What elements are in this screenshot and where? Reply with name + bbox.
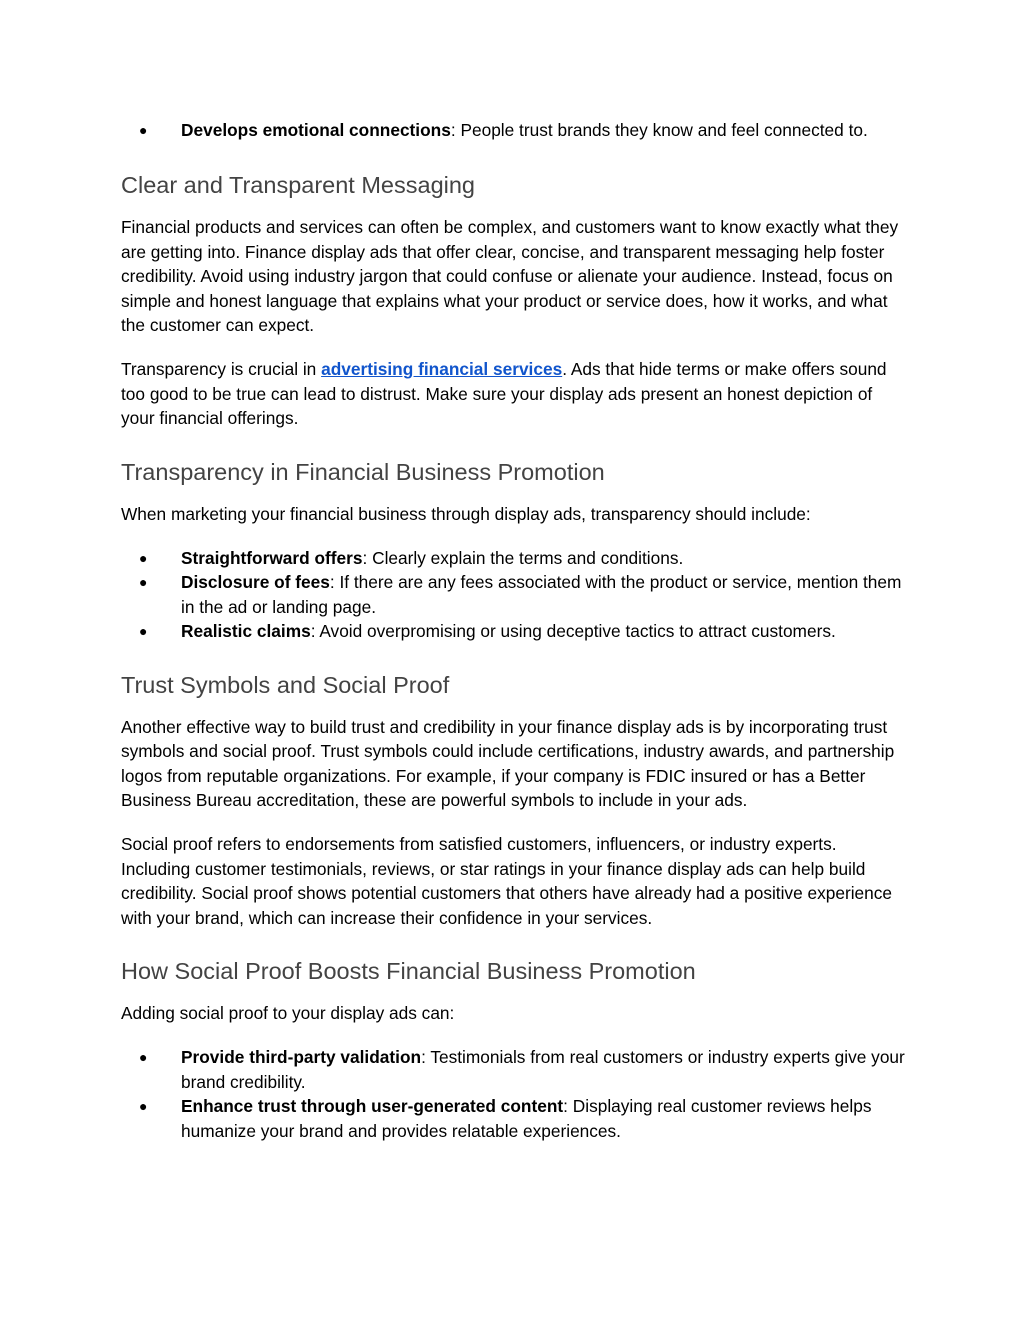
- bullet-icon: ●: [139, 1049, 148, 1066]
- section-heading-social-proof-boosts: How Social Proof Boosts Financial Business Promotion: [121, 957, 696, 984]
- transparency-bullet-list: [121, 546, 905, 644]
- top-bullet-list: [121, 118, 905, 142]
- list-item-text: : If there are any fees associated with the product or service, mention them in the ad or landing page.: [181, 572, 902, 617]
- list-item: [121, 570, 905, 619]
- social-proof-bullet-list: [121, 1045, 905, 1143]
- list-item-text: : People trust brands they know and feel connected to.: [450, 120, 868, 140]
- paragraph-text: Transparency is crucial in: [121, 359, 322, 380]
- list-item-bold: Develops emotional connections: [181, 120, 451, 140]
- list-item: [121, 118, 905, 142]
- bullet-icon: ●: [139, 574, 148, 591]
- bullet-icon: ●: [139, 122, 148, 138]
- bullet-icon: ●: [139, 623, 148, 640]
- list-item: [121, 1094, 905, 1143]
- list-item-text: : Avoid overpromising or using deceptive tactics to attract customers.: [310, 621, 836, 642]
- section-heading-clear-messaging: Clear and Transparent Messaging: [121, 172, 476, 199]
- list-item: [121, 546, 905, 570]
- list-item: [121, 1045, 905, 1094]
- section-heading-trust-symbols: Trust Symbols and Social Proof: [121, 671, 450, 698]
- paragraph-clear-messaging: Financial products and services can often be complex, and customers want to know exactly what they are getting into. Finance display ads that offer clear, concise, and transparent messaging help foster credibility. Avoid using industry jargon that could confuse or alienate your audience. Instead, focus on simple and honest language that explains what your product or service does, how it works, and what the customer can expect.: [121, 217, 899, 336]
- paragraph-text: . Ads that hide terms or make offers sound too good to be true can lead to distrust. Make sure your display ads present an honest depiction of your financial offerings.: [121, 359, 887, 429]
- list-item-bold: Disclosure of fees: [181, 572, 330, 593]
- paragraph-trust-symbols: Another effective way to build trust and credibility in your finance display ads is by incorporating trust symbols and social proof. Trust symbols could include certifications, industry awards, and partnership logos from reputable organizations. For example, if your company is FDIC insured or has a Better Business Bureau accreditation, these are powerful symbols to include in your ads.: [121, 716, 895, 810]
- document-page: [121, 118, 905, 1143]
- list-item-bold: Realistic claims: [181, 621, 311, 642]
- list-item-bold: Straightforward offers: [181, 548, 363, 569]
- list-item-text: : Testimonials from real customers or industry experts give your brand credibility.: [181, 1047, 905, 1092]
- paragraph-social-proof: Social proof refers to endorsements from satisfied customers, influencers, or industry experts. Including customer testimonials, reviews, or star ratings in your finance display ads can help build credibility. Social proof shows potential customers that others have already had a positive experience with your brand, which can increase their confidence in your services.: [121, 834, 893, 928]
- advertising-financial-services-link[interactable]: advertising financial services: [321, 359, 563, 380]
- list-item-bold: Enhance trust through user-generated content: [181, 1096, 564, 1117]
- section-heading-transparency-promotion: Transparency in Financial Business Promotion: [121, 458, 605, 485]
- paragraph-transparency: [121, 357, 905, 430]
- paragraph-transparency-intro: When marketing your financial business through display ads, transparency should include:: [121, 503, 811, 524]
- bullet-icon: ●: [139, 1098, 148, 1115]
- list-item-text: : Displaying real customer reviews helps humanize your brand and provides relatable experiences.: [181, 1096, 872, 1141]
- list-item-text: : Clearly explain the terms and conditions.: [362, 548, 684, 569]
- list-item-bold: Provide third-party validation: [181, 1047, 422, 1068]
- bullet-icon: ●: [139, 550, 148, 567]
- paragraph-social-proof-intro: Adding social proof to your display ads can:: [121, 1002, 455, 1023]
- list-item: [121, 619, 905, 643]
